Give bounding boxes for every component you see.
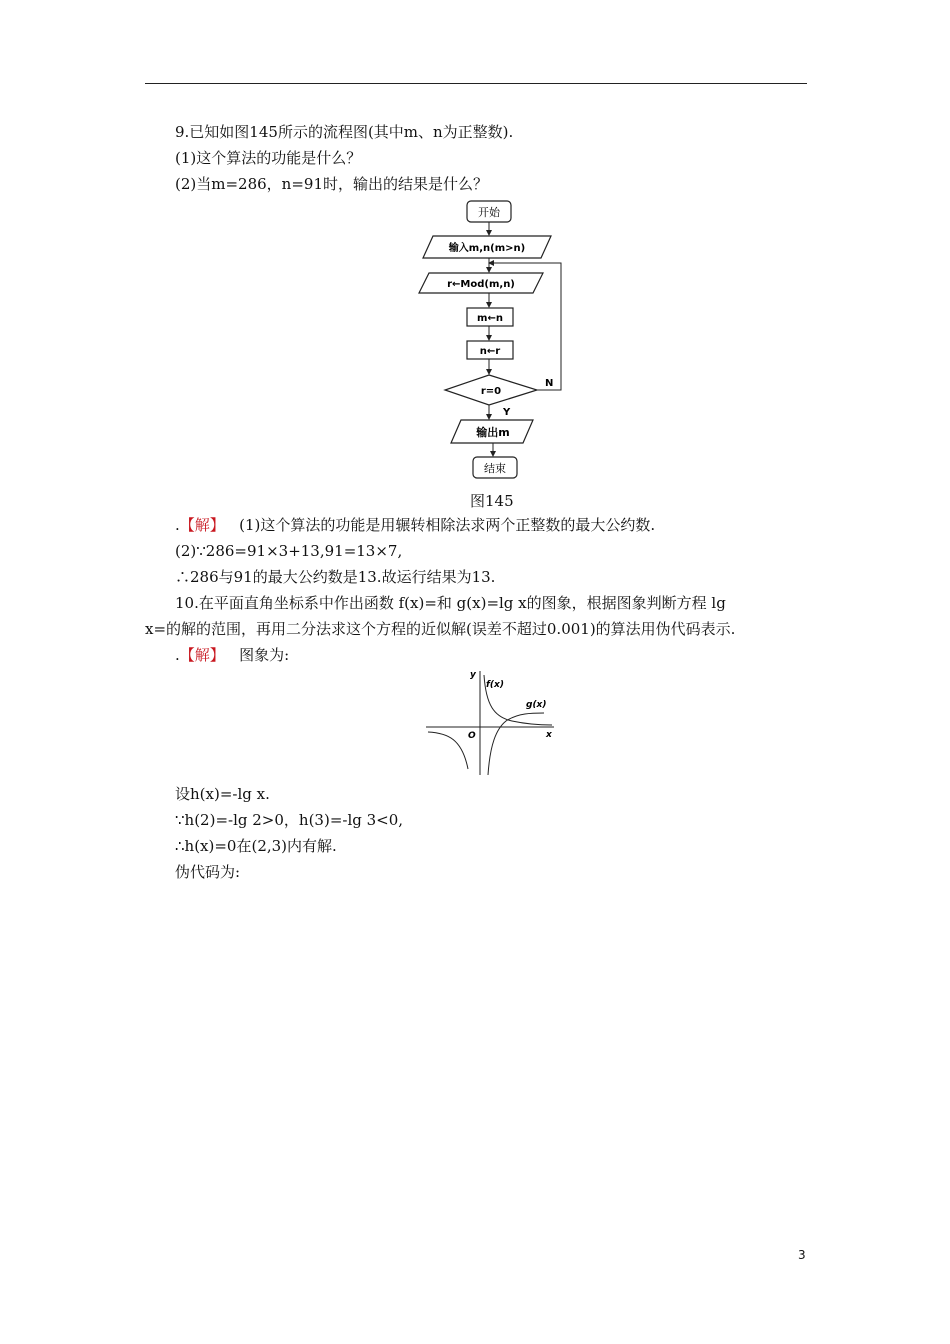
header-rule xyxy=(145,83,807,84)
q9-stem: 9.已知如图145所示的流程图(其中m、n为正整数). xyxy=(175,123,514,141)
flow-output-label: 输出m xyxy=(476,426,510,439)
flow-decision-label: r=0 xyxy=(480,386,502,397)
q10-line2: x=的解的范围，再用二分法求这个方程的近似解(误差不超过0.001)的算法用伪代码表示. xyxy=(145,620,736,638)
flow-assign-n-label: n←r xyxy=(479,346,501,357)
a9-line3: ∴286与91的最大公约数是13.故运行结果为13. xyxy=(175,568,496,586)
x-axis-label: x xyxy=(546,730,552,740)
flow-assign-m-label: m←n xyxy=(477,313,503,324)
flow-mod-label: r←Mod(m,n) xyxy=(447,279,515,290)
flow-start-label: 开始 xyxy=(478,206,500,219)
page-number: 3 xyxy=(798,1248,806,1262)
a10-line3: ∴h(x)=0在(2,3)内有解. xyxy=(175,837,337,855)
flow-end-label: 结束 xyxy=(484,462,506,475)
a9-line1-row xyxy=(175,515,655,535)
a10-line1: 设h(x)=-lg x. xyxy=(175,785,270,803)
y-axis-label: y xyxy=(470,670,476,680)
a9-line2: (2)∵286=91×3+13,91=13×7, xyxy=(175,542,403,560)
origin-label: O xyxy=(468,731,476,741)
f-curve-left-branch xyxy=(428,732,468,769)
a9-dot: . xyxy=(175,516,180,534)
q10-line1: 10.在平面直角坐标系中作出函数 f(x)=和 g(x)=lg x的图象，根据图象判断方程 lg xyxy=(175,594,726,612)
flow-input-label: 输入m,n(m>n) xyxy=(448,243,526,254)
function-graph xyxy=(422,665,562,780)
flowchart-diagram xyxy=(415,195,575,490)
a10-intro: 图象为: xyxy=(239,646,290,664)
flow-yes-label: Y xyxy=(503,407,511,418)
f-curve-label: f(x) xyxy=(486,680,504,690)
a10-line4: 伪代码为: xyxy=(175,863,241,881)
a10-line2: ∵h(2)=-lg 2>0，h(3)=-lg 3<0, xyxy=(175,811,404,829)
a10-intro-row xyxy=(175,645,289,665)
q9-part1: (1)这个算法的功能是什么？ xyxy=(175,149,362,167)
a9-tag: 【解】 xyxy=(179,516,225,534)
a10-dot: . xyxy=(175,646,180,664)
g-curve-label: g(x) xyxy=(526,700,547,710)
a10-tag: 【解】 xyxy=(179,646,225,664)
figure-caption: 图145 xyxy=(470,492,514,510)
a9-line1: (1)这个算法的功能是用辗转相除法求两个正整数的最大公约数. xyxy=(239,516,656,534)
flow-no-label: N xyxy=(545,378,554,389)
q9-part2: (2)当m=286，n=91时，输出的结果是什么？ xyxy=(175,175,488,193)
